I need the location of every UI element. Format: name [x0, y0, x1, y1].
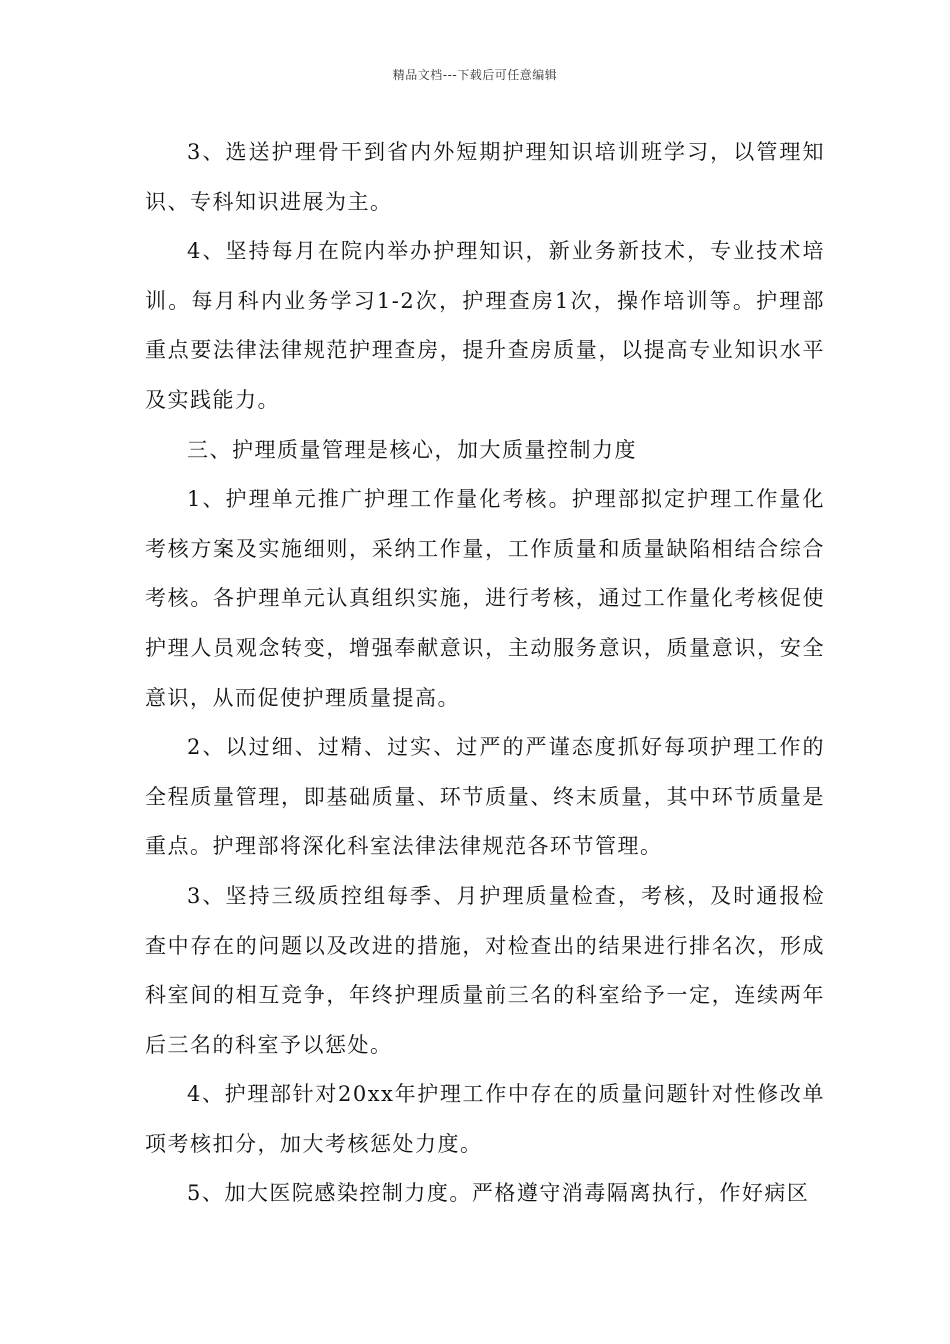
document-body	[145, 128, 825, 1219]
paragraph: 2、以过细、过精、过实、过严的严谨态度抓好每项护理工作的全程质量管理，即基础质量、环节质量、终末质量，其中环节质量是重点。护理部将深化科室法律法律规范各环节管理。	[145, 735, 825, 859]
paragraph: 3、坚持三级质控组每季、月护理质量检查，考核，及时通报检查中存在的问题以及改进的措施，对检查出的结果进行排名次，形成科室间的相互竞争，年终护理质量前三名的科室给予一定，连续两年后三名的科室予以惩处。	[145, 883, 825, 1057]
paragraph: 4、坚持每月在院内举办护理知识，新业务新技术，专业技术培训。每月科内业务学习1-2次，护理查房1次，操作培训等。护理部重点要法律法律规范护理查房，提升查房质量，以提高专业知识水平及实践能力。	[145, 239, 825, 412]
paragraph: 4、护理部针对20xx年护理工作中存在的质量问题针对性修改单项考核扣分，加大考核惩处力度。	[145, 1082, 825, 1156]
paragraph: 5、加大医院感染控制力度。严格遵守消毒隔离执行，作好病区	[187, 1181, 810, 1206]
paragraph: 3、选送护理骨干到省内外短期护理知识培训班学习，以管理知识、专科知识进展为主。	[145, 140, 825, 214]
paragraph: 1、护理单元推广护理工作量化考核。护理部拟定护理工作量化考核方案及实施细则，采纳工作量，工作质量和质量缺陷相结合综合考核。各护理单元认真组织实施，进行考核，通过工作量化考核促使护理人员观念转变，增强奉献意识，主动服务意识，质量意识，安全意识，从而促使护理质量提高。	[145, 487, 825, 710]
page-header: 精品文档---下载后可任意编辑	[392, 68, 558, 82]
section-heading: 三、护理质量管理是核心，加大质量控制力度	[187, 437, 637, 462]
